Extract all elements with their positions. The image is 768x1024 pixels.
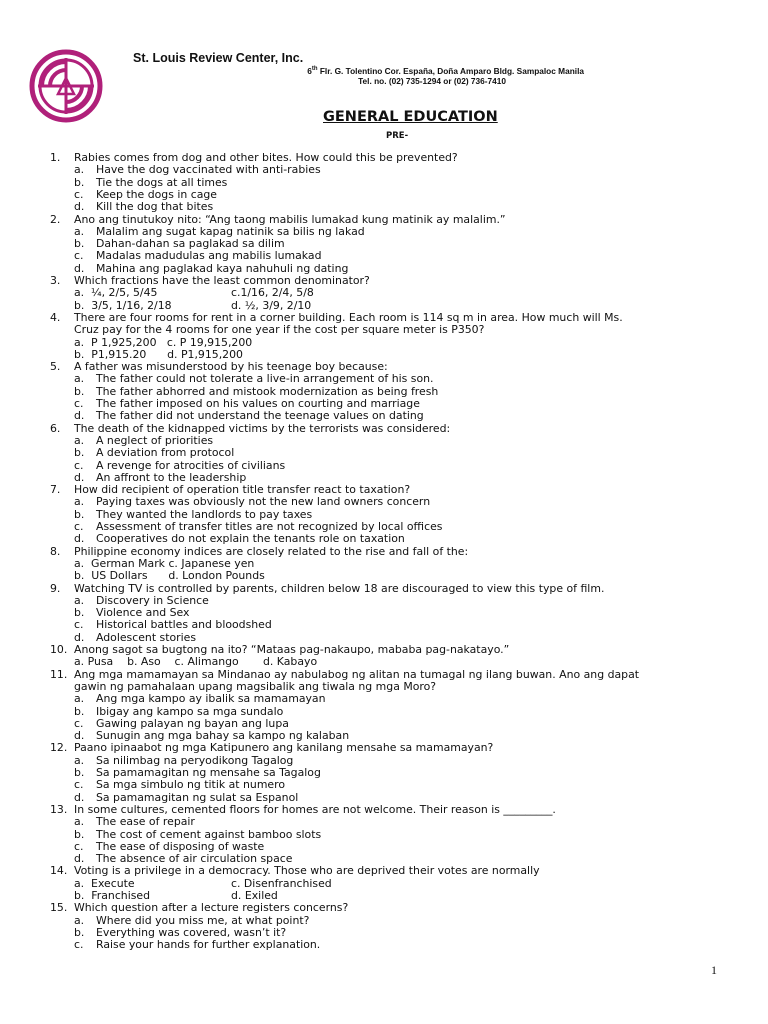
- answer-options-row: a. P 1,925,200 c. P 19,915,200: [74, 335, 253, 349]
- page-number: 1: [711, 963, 717, 977]
- option-letter: a.: [74, 372, 85, 386]
- option-letter: a.: [74, 163, 85, 177]
- question-number: 6.: [50, 421, 61, 435]
- answer-options-row: a. Execute: [74, 876, 135, 890]
- question-text: gawin ng pamahalaan upang magsibalik ang tiwala ng mga Moro?: [74, 679, 437, 693]
- option-letter: d.: [74, 470, 85, 484]
- question-text: Watching TV is controlled by parents, children below 18 are discouraged to view this type of film.: [74, 581, 605, 595]
- option-letter: c.: [74, 778, 84, 792]
- question-text: Which fractions have the least common denominator?: [74, 274, 370, 287]
- option-text: The father abhorred and mistook modernization as being fresh: [96, 384, 439, 398]
- question-number: 1.: [50, 151, 61, 164]
- option-letter: d.: [74, 790, 85, 804]
- question-number: 2.: [50, 212, 61, 226]
- option-text: Dahan-dahan sa paglakad sa dilim: [96, 237, 285, 251]
- option-letter: c.: [74, 618, 84, 632]
- org-phone: Tel. no. (02) 735-1294 or (02) 736-7410: [358, 76, 506, 86]
- option-text: An affront to the leadership: [96, 470, 247, 484]
- question-number: 5.: [50, 360, 61, 374]
- option-letter: d.: [74, 200, 85, 214]
- option-letter: c.: [74, 839, 84, 853]
- option-text: Violence and Sex: [96, 606, 190, 620]
- option-letter: c.: [74, 716, 84, 730]
- option-text: Historical battles and bloodshed: [96, 618, 272, 632]
- option-text: Gawing palayan ng bayan ang lupa: [96, 716, 289, 730]
- option-text: Discovery in Science: [96, 593, 209, 607]
- option-text: Kill the dog that bites: [96, 200, 214, 214]
- answer-options-row: d. Exiled: [231, 889, 278, 902]
- question-number: 7.: [50, 483, 61, 497]
- question-number: 9.: [50, 581, 61, 595]
- option-letter: b.: [74, 925, 85, 939]
- option-letter: d.: [74, 729, 85, 743]
- review-center-logo: [28, 48, 104, 124]
- option-letter: d.: [74, 852, 85, 866]
- option-letter: b.: [74, 237, 85, 251]
- question-text: The death of the kidnapped victims by the terrorists was considered:: [74, 421, 451, 435]
- question-number: 13.: [50, 802, 68, 816]
- question-text: Ang mga mamamayan sa Mindanao ay nabulabog ng alitan na tumagal ng ilang buwan. Ano ang dapat: [74, 667, 640, 681]
- question-text: Philippine economy indices are closely related to the rise and fall of the:: [74, 544, 469, 558]
- option-text: Keep the dogs in cage: [96, 187, 217, 201]
- option-text: Sa pamamagitan ng mensahe sa Tagalog: [96, 766, 321, 779]
- answer-options-row: c. Disenfranchised: [231, 876, 332, 890]
- answer-options-row: b. Franchised: [74, 889, 151, 902]
- option-letter: b.: [74, 175, 85, 189]
- question-text: Ano ang tinutukoy nito: “Ang taong mabilis lumakad kung matinik ay malalim.”: [74, 212, 506, 226]
- option-text: Where did you miss me, at what point?: [96, 913, 310, 927]
- option-letter: d.: [74, 409, 85, 423]
- question-text: Which question after a lecture registers concerns?: [74, 901, 349, 915]
- option-text: A deviation from protocol: [96, 446, 235, 460]
- option-letter: b.: [74, 446, 85, 460]
- option-letter: c.: [74, 187, 84, 201]
- question-number: 8.: [50, 544, 61, 558]
- option-letter: a.: [74, 692, 85, 706]
- option-text: Have the dog vaccinated with anti-rabies: [96, 163, 321, 177]
- page-title: GENERAL EDUCATION: [323, 109, 498, 125]
- option-text: The ease of repair: [96, 815, 195, 829]
- option-text: Madalas madudulas ang mabilis lumakad: [96, 249, 322, 263]
- answer-options-row: b. 3/5, 1/16, 2/18: [74, 298, 172, 312]
- question-text: Rabies comes from dog and other bites. How could this be prevented?: [74, 151, 458, 164]
- option-text: Raise your hands for further explanation.: [96, 938, 321, 952]
- option-text: Assessment of transfer titles are not recognized by local offices: [96, 520, 443, 533]
- option-letter: c.: [74, 458, 84, 472]
- option-text: The absence of air circulation space: [96, 852, 293, 866]
- option-text: Malalim ang sugat kapag natinik sa bilis ng lakad: [96, 224, 365, 238]
- option-text: Sunugin ang mga bahay sa kampo ng kalaban: [96, 729, 350, 743]
- question-text: Paano ipinaabot ng mga Katipunero ang kanilang mensahe sa mamamayan?: [74, 741, 494, 755]
- option-text: A revenge for atrocities of civilians: [96, 458, 286, 472]
- page-subtitle: PRE-: [386, 131, 409, 141]
- option-text: Everything was covered, wasn’t it?: [96, 925, 287, 939]
- option-text: Tie the dogs at all times: [96, 175, 228, 189]
- option-text: The father did not understand the teenage values on dating: [96, 409, 424, 423]
- option-letter: a.: [74, 593, 85, 607]
- question-text: A father was misunderstood by his teenage boy because:: [74, 360, 388, 374]
- option-text: The father imposed on his values on courting and marriage: [96, 397, 420, 410]
- option-letter: a.: [74, 913, 85, 927]
- option-text: Paying taxes was obviously not the new land owners concern: [96, 495, 431, 509]
- option-letter: a.: [74, 753, 85, 767]
- option-letter: c.: [74, 249, 84, 263]
- answer-options-row: b. US Dollars d. London Pounds: [74, 569, 265, 583]
- question-number: 4.: [50, 310, 61, 324]
- option-text: Mahina ang paglakad kaya nahuhuli ng dating: [96, 261, 349, 275]
- option-letter: c.: [74, 520, 84, 533]
- org-name: St. Louis Review Center, Inc.: [133, 51, 304, 65]
- question-text: There are four rooms for rent in a corner building. Each room is 114 sq m in area. How much will Ms.: [74, 310, 623, 324]
- question-text: How did recipient of operation title transfer react to taxation?: [74, 483, 411, 497]
- answer-options-row: a. ¼, 2/5, 5/45: [74, 286, 158, 300]
- option-letter: b.: [74, 704, 85, 718]
- question-number: 10.: [50, 643, 68, 656]
- option-letter: d.: [74, 630, 85, 644]
- question-text: Anong sagot sa bugtong na ito? “Mataas pag-nakaupo, mababa pag-nakatayo.”: [74, 643, 510, 656]
- option-text: Ang mga kampo ay ibalik sa mamamayan: [96, 692, 326, 706]
- option-letter: d.: [74, 532, 85, 546]
- option-letter: a.: [74, 495, 85, 509]
- option-text: The cost of cement against bamboo slots: [96, 827, 322, 841]
- option-letter: c.: [74, 397, 84, 410]
- option-letter: b.: [74, 827, 85, 841]
- question-number: 15.: [50, 901, 68, 915]
- option-text: Sa mga simbulo ng titik at numero: [96, 778, 286, 792]
- option-letter: b.: [74, 606, 85, 620]
- option-text: Sa pamamagitan ng sulat sa Espanol: [96, 790, 299, 804]
- option-text: Cooperatives do not explain the tenants role on taxation: [96, 532, 405, 546]
- option-text: Adolescent stories: [96, 630, 197, 644]
- option-letter: b.: [74, 384, 85, 398]
- option-text: The father could not tolerate a live-in arrangement of his son.: [96, 372, 434, 386]
- option-letter: a.: [74, 815, 85, 829]
- answer-options-row: d. ½, 3/9, 2/10: [231, 298, 312, 312]
- question-number: 3.: [50, 274, 61, 287]
- option-letter: b.: [74, 507, 85, 521]
- option-text: The ease of disposing of waste: [96, 839, 265, 853]
- option-text: Sa nilimbag na peryodikong Tagalog: [96, 753, 294, 767]
- question-text: Cruz pay for the 4 rooms for one year if the cost per square meter is P350?: [74, 323, 485, 337]
- option-letter: a.: [74, 433, 85, 447]
- option-letter: d.: [74, 261, 85, 275]
- option-letter: a.: [74, 224, 85, 238]
- question-number: 11.: [50, 667, 68, 681]
- question-text: In some cultures, cemented floors for homes are not welcome. Their reason is _________.: [74, 802, 556, 816]
- option-text: A neglect of priorities: [96, 433, 214, 447]
- option-letter: b.: [74, 766, 85, 779]
- org-address: 6th Flr. G. Tolentino Cor. España, Doña Amparo Bldg. Sampaloc Manila: [307, 66, 584, 76]
- option-text: They wanted the landlords to pay taxes: [96, 507, 313, 521]
- answer-options-row: c.1/16, 2/4, 5/8: [231, 286, 314, 300]
- answer-options-row: b. P1,915.20 d. P1,915,200: [74, 347, 243, 361]
- question-text: Voting is a privilege in a democracy. Those who are deprived their votes are normally: [74, 864, 540, 878]
- option-letter: c.: [74, 938, 84, 952]
- question-number: 12.: [50, 741, 68, 755]
- answer-options-row: a. Pusa b. Aso c. Alimango d. Kabayo: [74, 655, 318, 669]
- option-text: Ibigay ang kampo sa mga sundalo: [96, 704, 284, 718]
- question-number: 14.: [50, 864, 68, 878]
- answer-options-row: a. German Mark c. Japanese yen: [74, 556, 255, 570]
